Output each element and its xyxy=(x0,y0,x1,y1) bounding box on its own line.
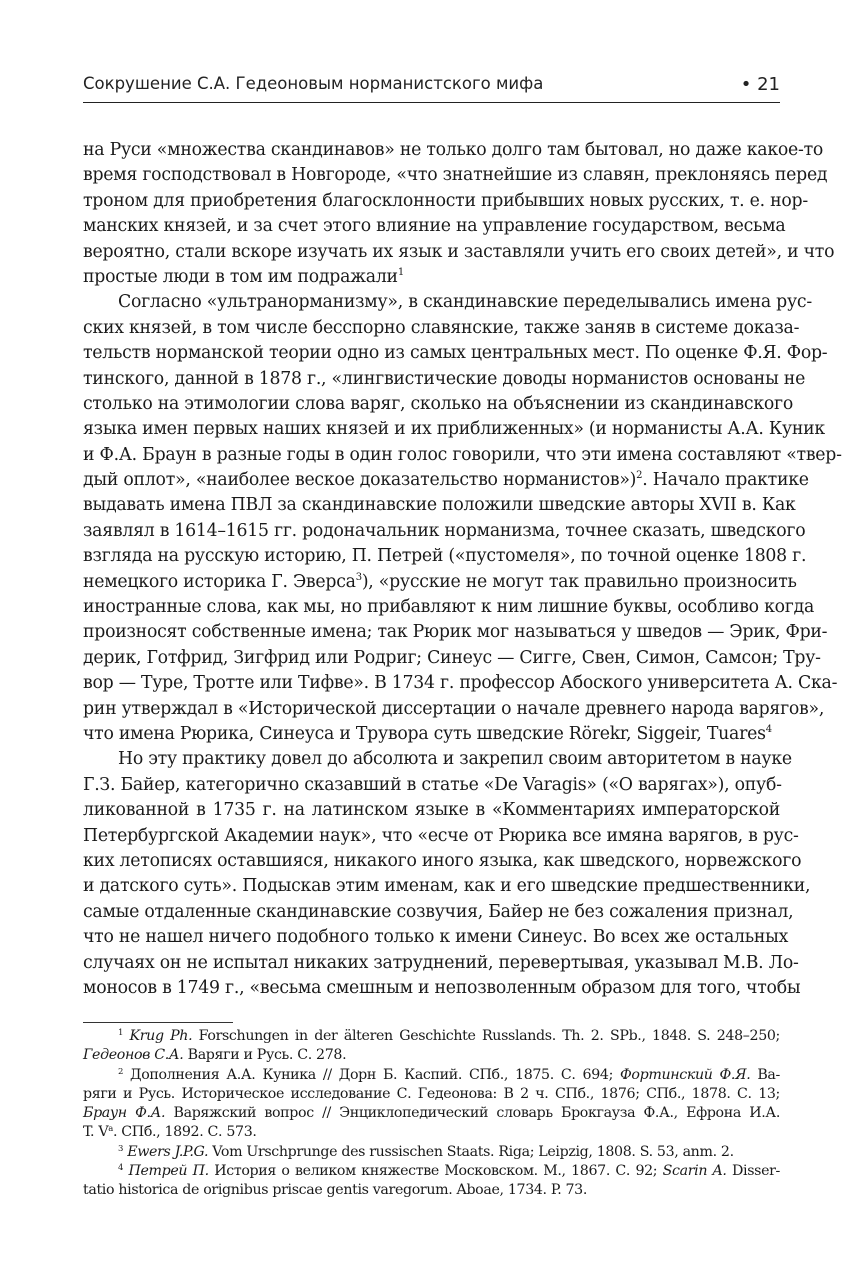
running-header xyxy=(83,74,780,103)
text-line: тельств норманской теории одно из самых центральных мест. По оценке Ф.Я. Фор- xyxy=(83,343,828,364)
text-line: что не нашел ничего подобного только к имени Синеус. Во всех же остальных xyxy=(83,927,789,948)
text-line: и Ф.А. Браун в разные годы в один голос говорили, что эти имена составляют «твер- xyxy=(83,444,842,465)
footnote-author: Петрей П. xyxy=(128,1163,209,1180)
footnote-line: ряги и Русь. Историческое исследование С. Гедеонова: В 2 ч. СПб., 1876; СПб., 1878. С. 13; xyxy=(83,1085,780,1102)
footnote-text: Disser- xyxy=(726,1163,780,1180)
footnote-author: Scarin A. xyxy=(662,1163,727,1180)
footnote-2 xyxy=(83,1066,780,1085)
footnote-text: Дополнения А.А. Куника // Дорн Б. Каспий. СПб., 1875. С. 694; xyxy=(123,1066,620,1083)
text-line: произносят собственные имена; так Рюрик мог называться у шведов — Эрик, Фри- xyxy=(83,622,828,643)
footnote-divider xyxy=(83,1022,233,1023)
text-line: ских князей, в том числе бесспорно славянские, также заняв в системе доказа- xyxy=(83,317,800,338)
footnote-text: Варяги и Русь. С. 278. xyxy=(183,1047,347,1064)
footnotes xyxy=(83,1027,780,1201)
text-line: Г.З. Байер, категорично сказавший в статье «De Varagis» («О варягах»), опуб- xyxy=(83,774,782,795)
text-line: столько на этимологии слова варяг, сколько на объяснении из скандинавского xyxy=(83,393,793,414)
text-line: ликованной в 1735 г. на латинском языке в «Комментариях императорской xyxy=(83,800,780,821)
text-line: троном для приобретения благосклонности прибывших новых русских, т. е. нор- xyxy=(83,190,808,211)
text-line: вероятно, стали вскоре изучать их язык и заставляли учить его своих детей», и что xyxy=(83,241,835,262)
footnote-line: tatio historica de orignibus priscae gentis varegorum. Aboae, 1734. P. 73. xyxy=(83,1182,588,1199)
text-line: самые отдаленные скандинавские созвучия, Байер не без сожаления признал, xyxy=(83,901,794,922)
text-span: что имена Рюрика, Синеуса и Трувора суть шведские Rörekr, Siggeir, Tuares xyxy=(83,723,766,744)
footnote-text: Vom Urschprunge des russischen Staats. Riga; Leipzig, 1808. S. 53, anm. 2. xyxy=(208,1143,734,1160)
footnote-author: Фортинский Ф.Я. xyxy=(619,1066,751,1083)
footnote-number: 2 xyxy=(118,1066,124,1077)
footnote-3 xyxy=(83,1143,780,1162)
footnote-number: 4 xyxy=(118,1163,124,1174)
text-line: вор — Туре, Тротте или Тифве». В 1734 г. профессор Абоского университета А. Ска- xyxy=(83,673,838,694)
running-title: Сокрушение С.А. Гедеоновым норманистского мифа xyxy=(83,74,544,93)
text-line: Согласно «ультранорманизму», в скандинавские переделывались имена рус- xyxy=(118,292,812,313)
text-line: выдавать имена ПВЛ за скандинавские положили шведские авторы XVII в. Как xyxy=(83,495,796,516)
text-line: и датского суть». Подыскав этим именам, как и его шведские предшественники, xyxy=(83,876,811,897)
footnote-line xyxy=(83,1046,780,1065)
text-line: дерик, Готфрид, Зигфрид или Родриг; Синеус — Сигге, Свен, Симон, Самсон; Тру- xyxy=(83,647,821,668)
footnote-line xyxy=(83,1104,780,1123)
footnote-author: Krug Ph. xyxy=(129,1028,193,1044)
footnote-ref[interactable]: 3 xyxy=(355,571,362,583)
footnote-line xyxy=(83,1123,780,1142)
footnote-number: 1 xyxy=(118,1028,124,1038)
footnote-text: Forschungen in der älteren Geschichte Russlands. Th. 2. SPb., 1848. S. 248–250; xyxy=(192,1028,780,1044)
footnote-number: 3 xyxy=(118,1143,124,1154)
text-line: рин утверждал в «Исторической диссертации о начале древнего народа варягов», xyxy=(83,698,825,719)
text-line xyxy=(83,265,780,290)
footnote-ref[interactable]: 1 xyxy=(397,266,404,278)
text-span: . Начало практике xyxy=(642,470,809,491)
text-line: Но эту практику довел до абсолюта и закрепил своим авторитетом в науке xyxy=(118,749,792,770)
text-line: языка имен первых наших князей и их приближенных» (и норманисты А.А. Куник xyxy=(83,419,825,440)
footnote-text: . СПб., 1892. С. 573. xyxy=(112,1124,257,1141)
footnote-text: Варяжский вопрос // Энциклопедический словарь Брокгауза Ф.А., Ефрона И.А. xyxy=(165,1105,780,1122)
footnote-text: T. V xyxy=(83,1124,109,1141)
text-line: случаях он не испытал никаких затруднений, перевертывая, указывал М.В. Ло- xyxy=(83,952,799,973)
text-line xyxy=(83,722,780,747)
footnote-text: Ва- xyxy=(750,1066,780,1083)
text-span: немецкого историка Г. Эверса xyxy=(83,571,356,592)
footnote-text: История о великом княжестве Московском. М., 1867. С. 92; xyxy=(208,1163,663,1180)
footnote-author: Ewers J.P.G. xyxy=(127,1143,209,1160)
text-line: манских князей, и за счет этого влияние на управление государством, весьма xyxy=(83,216,786,237)
footnote-author: Браун Ф.А. xyxy=(83,1105,166,1122)
text-line: иностранные слова, как мы, но прибавляют к ним лишние буквы, особливо когда xyxy=(83,597,815,618)
footnote-ref[interactable]: 4 xyxy=(765,723,772,735)
footnote-1 xyxy=(83,1027,780,1046)
text-line: Петербургской Академии наук», что «есче от Рюрика все имяна варягов, в рус- xyxy=(83,825,799,846)
text-line: взгляда на русскую историю, П. Петрей («пустомеля», по точной оценке 1808 г. xyxy=(83,546,807,567)
text-line xyxy=(83,468,809,493)
page-number: • 21 xyxy=(740,74,780,95)
text-line: заявлял в 1614–1615 гг. родоначальник норманизма, точнее сказать, шведского xyxy=(83,520,806,541)
text-line: моносов в 1749 г., «весьма смешным и непозволенным образом для того, чтобы xyxy=(83,977,801,998)
footnote-ref[interactable]: 2 xyxy=(636,470,643,482)
main-text xyxy=(83,138,842,1001)
text-line: время господствовал в Новгороде, «что знатнейшие из славян, преклоняясь перед xyxy=(83,165,828,186)
text-span: дый оплот», «наиболее веское доказательство норманистов») xyxy=(83,470,637,491)
text-line: на Руси «множества скандинавов» не только долго там бытовал, но даже какое-то xyxy=(83,140,824,160)
footnote-superscript: a xyxy=(108,1124,113,1135)
text-line: тинского, данной в 1878 г., «лингвистические доводы норманистов основаны не xyxy=(83,368,806,389)
footnote-author: Гедеонов С.А. xyxy=(83,1047,184,1064)
text-span: простые люди в том им подражали xyxy=(83,266,398,287)
text-line: ких летописях оставшияся, никакого иного языка, как шведского, норвежского xyxy=(83,850,802,871)
text-line xyxy=(83,570,797,595)
text-span: ), «русские не могут так правильно произносить xyxy=(361,571,797,592)
footnote-4 xyxy=(83,1162,780,1181)
